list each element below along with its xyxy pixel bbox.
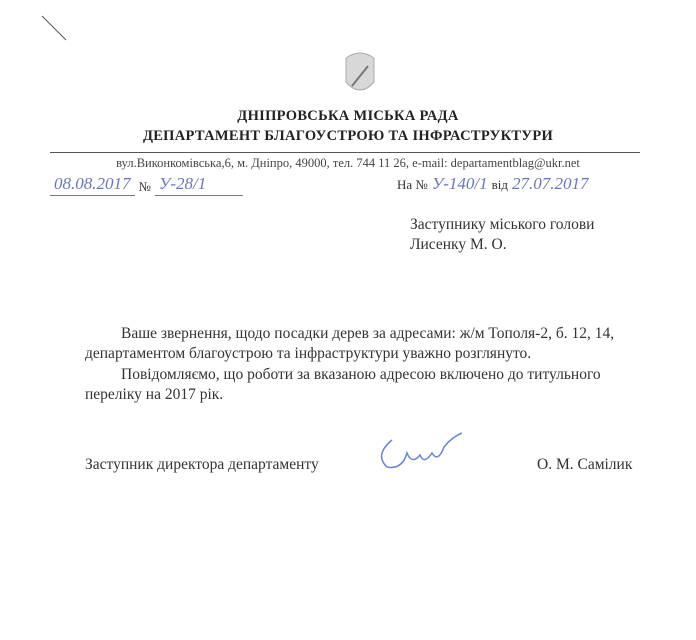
signatory-title: Заступник директора департаменту	[85, 456, 319, 473]
body-paragraph-1-line-1: Ваше звернення, щодо посадки дерев за адресами: ж/м Тополя-2, б. 12, 14,	[121, 325, 615, 342]
reply-number: У-140/1	[431, 174, 488, 193]
number-label: №	[138, 179, 151, 194]
reply-date-label: від	[491, 177, 509, 192]
addressee-position: Заступнику міського голови	[410, 216, 595, 233]
address-line: вул.Виконкомівська,6, м. Дніпро, 49000, тел. 744 11 26, e-mail: departamentblag@ukr.net	[116, 156, 580, 170]
org-name: ДНІПРОВСЬКА МІСЬКА РАДА	[237, 108, 459, 124]
reply-reference	[397, 174, 589, 194]
addressee-name: Лисенку М. О.	[410, 236, 507, 253]
header-divider	[50, 152, 640, 153]
outgoing-reference	[50, 174, 243, 196]
department-name: ДЕПАРТАМЕНТ БЛАГОУСТРОЮ ТА ІНФРАСТРУКТУРИ	[142, 128, 554, 144]
signatory-name: О. М. Самілик	[537, 456, 633, 473]
scan-mark	[40, 14, 70, 44]
coat-of-arms-emblem	[340, 48, 380, 100]
handwritten-signature	[372, 425, 467, 475]
body-paragraph-1-line-2: департаментом благоустрою та інфраструктури уважно розглянуто.	[85, 345, 532, 362]
body-paragraph-2-line-1: Повідомляємо, що роботи за вказаною адресою включено до титульного	[121, 366, 601, 383]
outgoing-number: У-28/1	[158, 174, 207, 193]
reply-date: 27.07.2017	[512, 174, 589, 193]
body-paragraph-2-line-2: переліку на 2017 рік.	[85, 386, 224, 403]
reply-number-label: На №	[397, 177, 428, 192]
outgoing-date: 08.08.2017	[54, 174, 131, 193]
